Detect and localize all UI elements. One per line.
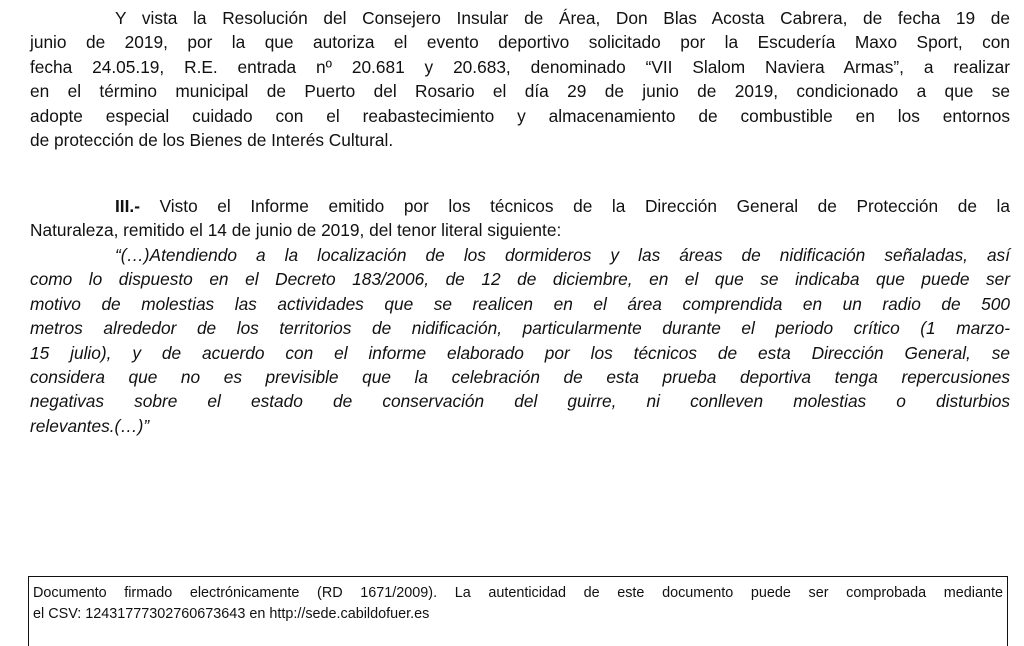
quote-line: motivo de molestias las actividades que se realicen en el área comprendida en un radio de 500 <box>30 293 1010 314</box>
paragraph-informe <box>30 194 1010 243</box>
paragraph-line: junio de 2019, por la que autoriza el evento deportivo solicitado por la Escudería Maxo Sport, con <box>30 32 1010 53</box>
quote-line: relevantes.(…)” <box>30 415 150 436</box>
paragraph-line-text: Visto el Informe emitido por los técnicos de la Dirección General de Protección de la <box>139 196 1010 216</box>
signature-footer <box>28 576 1008 646</box>
paragraph-line <box>30 194 1010 218</box>
paragraph-line: de protección de los Bienes de Interés Cultural. <box>30 130 394 151</box>
paragraph-line: en el término municipal de Puerto del Rosario el día 29 de junio de 2019, condicionado a que se <box>30 81 1010 102</box>
footer-line: el CSV: 12431777302760673643 en http://sede.cabildofuer.es <box>33 606 430 622</box>
footer-line: Documento firmado electrónicamente (RD 1671/2009). La autenticidad de este documento puede ser comprobada mediante <box>33 585 1003 601</box>
quote-line: negativas sobre el estado de conservación del guirre, ni conlleven molestias o disturbios <box>30 391 1010 412</box>
section-numeral: III.- <box>115 196 140 216</box>
quoted-report <box>30 243 1010 438</box>
quote-line: considera que no es previsible que la celebración de esta prueba deportiva tenga repercusiones <box>30 367 1010 388</box>
quote-line: 15 julio), y de acuerdo con el informe elaborado por los técnicos de esta Dirección General, se <box>30 342 1010 363</box>
quote-line: como lo dispuesto en el Decreto 183/2006, de 12 de diciembre, en el que se indicaba que puede ser <box>30 269 1010 290</box>
paragraph-line: Naturaleza, remitido el 14 de junio de 2019, del tenor literal siguiente: <box>30 220 562 241</box>
paragraph-line: fecha 24.05.19, R.E. entrada nº 20.681 y 20.683, denominado “VII Slalom Naviera Armas”, a realizar <box>30 56 1010 77</box>
quote-line: metros alrededor de los territorios de nidificación, particularmente durante el periodo crítico (1 marzo- <box>30 318 1010 339</box>
quote-line: “(…)Atendiendo a la localización de los dormideros y las áreas de nidificación señaladas, así <box>115 245 1010 265</box>
paragraph-resolution <box>30 6 1010 152</box>
paragraph-line: Y vista la Resolución del Consejero Insular de Área, Don Blas Acosta Cabrera, de fecha 19 de <box>115 8 1010 28</box>
paragraph-line: adopte especial cuidado con el reabastecimiento y almacenamiento de combustible en los entornos <box>30 105 1010 126</box>
